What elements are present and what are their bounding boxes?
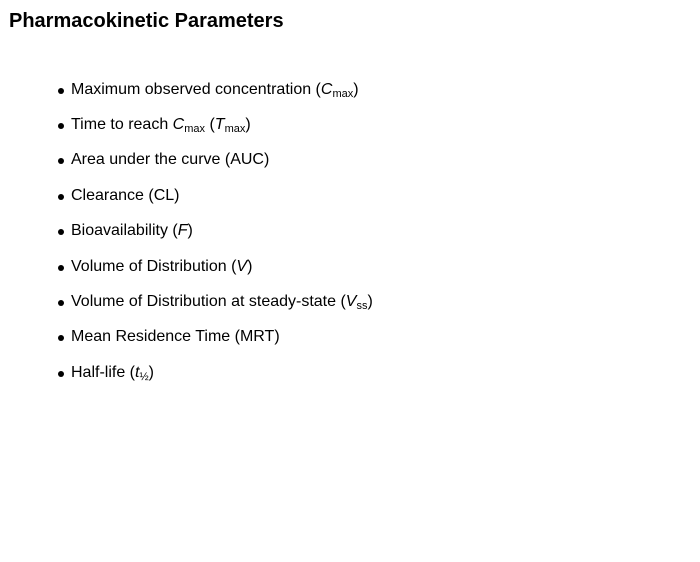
symbol-text: C [320,80,333,98]
subscript-text: ss [356,300,368,313]
text-segment: ) [245,116,251,134]
parameter-list-item [58,249,373,284]
bullet-dot-icon [58,300,64,306]
text-segment: Volume of Distribution ( [71,257,237,275]
text-segment: ) [367,293,373,311]
text-segment: Bioavailability ( [71,222,178,240]
symbol-text: T [214,116,225,134]
subscript-text: max [332,87,354,100]
parameter-list-item [58,72,373,107]
parameter-list-item [58,320,373,355]
parameter-text [71,115,251,135]
parameter-text [71,221,193,241]
text-segment: Maximum observed concentration ( [71,80,321,98]
text-segment: ) [353,80,359,98]
text-segment: Clearance (CL) [71,186,180,204]
parameter-list-item [58,178,373,213]
text-segment: Half-life ( [71,363,136,381]
symbol-text: V [236,257,248,275]
bullet-dot-icon [58,265,64,271]
bullet-dot-icon [58,158,64,164]
bullet-dot-icon [58,371,64,377]
parameter-list-item [58,284,373,319]
symbol-text: F [177,222,188,240]
bullet-dot-icon [58,123,64,129]
text-segment: Volume of Distribution at steady-state ( [71,293,346,311]
parameter-text [71,80,359,100]
text-segment: Area under the curve (AUC) [71,151,270,169]
bullet-dot-icon [58,194,64,200]
subscript-text: ½ [139,370,149,383]
parameter-text [71,186,179,206]
text-segment: ) [148,363,154,381]
text-segment: ( [205,116,215,134]
parameter-text [71,292,373,312]
slide-title: Pharmacokinetic Parameters [9,10,284,32]
parameter-list-item [58,107,373,142]
parameter-text [71,257,252,277]
bullet-dot-icon [58,88,64,94]
symbol-text: C [172,116,185,134]
bullet-dot-icon [58,229,64,235]
text-segment: ) [247,257,253,275]
parameter-text [71,150,269,170]
parameter-list-item [58,355,373,390]
text-segment: Time to reach [71,116,173,134]
parameter-text [71,363,154,383]
parameter-list-item [58,143,373,178]
parameter-list-item [58,214,373,249]
bullet-dot-icon [58,335,64,341]
subscript-text: max [184,123,206,136]
symbol-text: t [135,363,140,381]
text-segment: Mean Residence Time (MRT) [71,328,280,346]
subscript-text: max [224,123,246,136]
text-segment: ) [187,222,193,240]
parameter-text [71,327,280,347]
parameter-list [58,72,373,391]
symbol-text: V [345,293,357,311]
